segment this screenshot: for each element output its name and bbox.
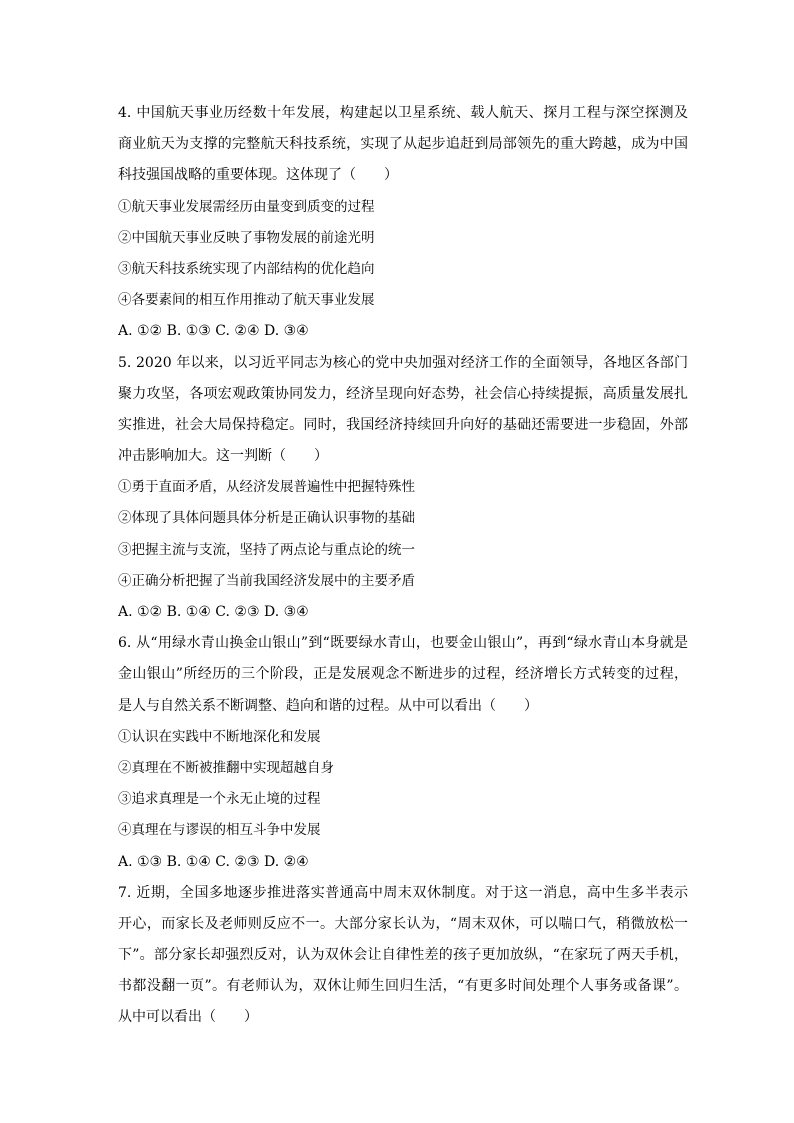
- option-4: ④各要素间的相互作用推动了航天事业发展: [118, 292, 375, 309]
- option-1: ①勇于直面矛盾，从经济发展普遍性中把握特殊性: [118, 479, 415, 496]
- option-2: ②体现了具体问题具体分析是正确认识事物的基础: [118, 510, 415, 527]
- question-stem-line: 金山银山”所经历的三个阶段，正是发展观念不断进步的过程，经济增长方式转变的过程，: [118, 666, 688, 683]
- question-5: [118, 348, 688, 629]
- option-2: ②真理在不断被推翻中实现超越自身: [118, 759, 334, 776]
- option-1: ①认识在实践中不断地深化和发展: [118, 728, 321, 745]
- question-6: [118, 628, 688, 878]
- option-3: ③航天科技系统实现了内部结构的优化趋向: [118, 260, 375, 277]
- question-stem-line: 4. 中国航天事业历经数十年发展，构建起以卫星系统、载人航天、探月工程与深空探测及: [118, 105, 688, 121]
- question-stem-line: 冲击影响加大。这一判断（ ）: [118, 448, 328, 465]
- exam-page: [118, 98, 688, 1034]
- option-2: ②中国航天事业反映了事物发展的前途光明: [118, 229, 375, 246]
- answer-choices: A. ①② B. ①④ C. ②③ D. ③④: [118, 604, 309, 620]
- question-stem-line: 是人与自然关系不断调整、趋向和谐的过程。从中可以看出（ ）: [118, 697, 538, 714]
- question-stem-line: 聚力攻坚，各项宏观政策协同发力，经济呈现向好态势，社会信心持续提振，高质量发展扎: [118, 385, 688, 402]
- question-stem-line: 下”。部分家长却强烈反对，认为双休会让自律性差的孩子更加放纵，“在家玩了两天手机，: [118, 947, 688, 964]
- question-stem-line: 书都没翻一页”。有老师认为，双休让师生回归生活，“有更多时间处理个人事务或备课”。: [118, 978, 688, 995]
- question-stem-line: 6. 从“用绿水青山换金山银山”到“既要绿水青山，也要金山银山”，再到“绿水青山本身就是: [118, 635, 688, 652]
- answer-choices: A. ①② B. ①③ C. ②④ D. ③④: [118, 323, 309, 340]
- question-stem-line: 开心，而家长及老师则反应不一。大部分家长认为，“周末双休，可以喘口气，稍微放松一: [118, 915, 688, 932]
- question-stem-line: 从中可以看出（ ）: [118, 1009, 258, 1026]
- option-3: ③追求真理是一个永无止境的过程: [118, 791, 321, 808]
- answer-choices: A. ①③ B. ①④ C. ②③ D. ②④: [118, 853, 309, 870]
- question-stem-line: 科技强国战略的重要体现。这体现了（ ）: [118, 167, 398, 184]
- option-4: ④正确分析把握了当前我国经济发展中的主要矛盾: [118, 572, 415, 589]
- option-4: ④真理在与谬误的相互斗争中发展: [118, 822, 321, 839]
- question-4: [118, 98, 688, 348]
- question-stem-line: 实推进，社会大局保持稳定。同时，我国经济持续回升向好的基础还需要进一步稳固，外部: [118, 416, 688, 433]
- question-stem-line: 5. 2020 年以来，以习近平同志为核心的党中央加强对经济工作的全面领导，各地区各部门: [118, 354, 688, 371]
- option-1: ①航天事业发展需经历由量变到质变的过程: [118, 198, 375, 215]
- question-7: [118, 878, 688, 1034]
- question-stem-line: 7. 近期，全国多地逐步推进落实普通高中周末双休制度。对于这一消息，高中生多半表示: [118, 884, 688, 901]
- option-3: ③把握主流与支流，坚持了两点论与重点论的统一: [118, 541, 415, 558]
- question-stem-line: 商业航天为支撑的完整航天科技系统，实现了从起步追赶到局部领先的重大跨越，成为中国: [118, 136, 688, 153]
